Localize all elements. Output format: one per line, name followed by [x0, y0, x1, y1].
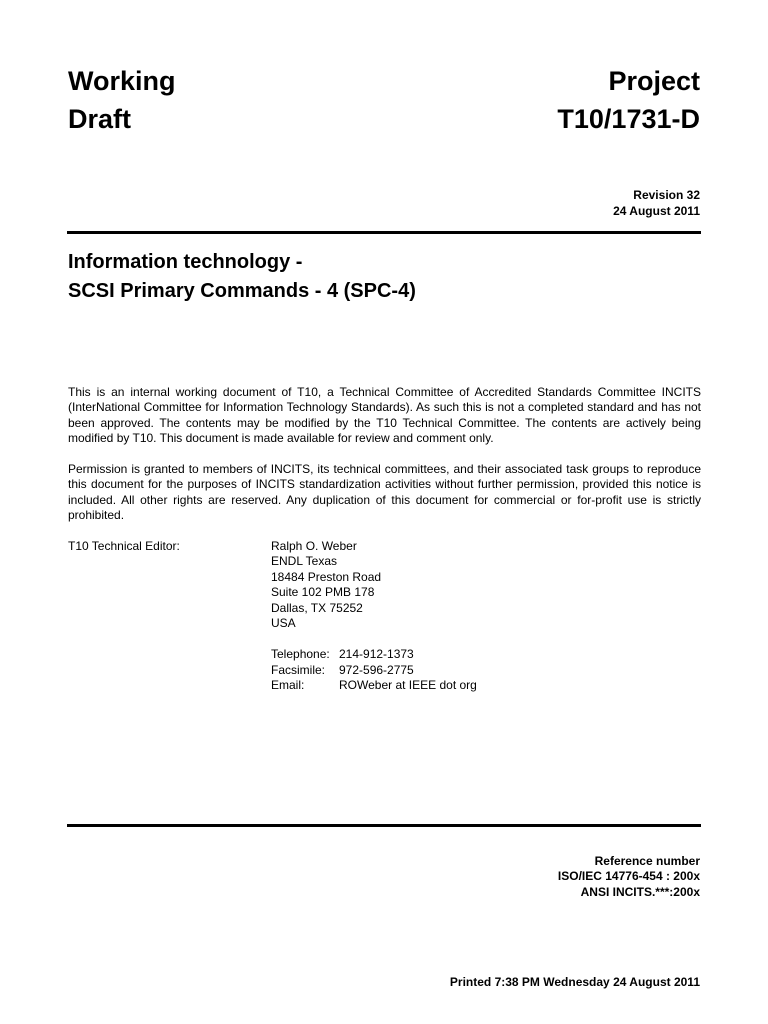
internal-notice-paragraph: This is an internal working document of T10, a Technical Committee of Accredited Standards Committee INCITS (InterNational Committee for Information Technology Standards). As such this is not a completed standard and has not been approved. The contents may be modified by the T10 Technical Committee. The contents are actively being modified by T10. This document is made available for review and comment only.	[68, 385, 701, 446]
document-title	[68, 248, 416, 306]
editor-company: ENDL Texas	[271, 554, 338, 569]
title-line-2: SCSI Primary Commands - 4 (SPC-4)	[68, 280, 416, 302]
facsimile-label: Facsimile:	[271, 662, 326, 677]
editor-country: USA	[271, 616, 296, 631]
editor-name: Ralph O. Weber	[271, 539, 357, 553]
email-row	[271, 678, 477, 694]
project-id	[557, 62, 700, 138]
editor-contact	[271, 647, 477, 694]
editor-street: 18484 Preston Road	[271, 569, 382, 584]
reference-block	[558, 854, 700, 900]
revision-date: 24 August 2011	[613, 204, 700, 218]
title-line-1: Information technology -	[68, 251, 303, 273]
project-number: T10/1731-D	[557, 104, 700, 134]
reference-iso: ISO/IEC 14776-454 : 200x	[557, 869, 700, 884]
top-divider	[67, 231, 701, 234]
facsimile-value: 972-596-2775	[339, 662, 414, 677]
editor-address	[271, 539, 381, 631]
telephone-value: 214-912-1373	[339, 647, 414, 661]
bottom-divider	[67, 824, 701, 827]
editor-suite: Suite 102 PMB 178	[271, 585, 375, 600]
editor-label: T10 Technical Editor:	[68, 539, 180, 553]
document-status	[68, 62, 176, 138]
telephone-row	[271, 647, 477, 663]
project-label: Project	[608, 66, 700, 96]
revision-number: Revision 32	[633, 188, 700, 202]
facsimile-row	[271, 663, 477, 679]
revision-block	[613, 187, 700, 219]
status-line-1: Working	[68, 66, 176, 96]
permission-notice-paragraph: Permission is granted to members of INCITS, its technical committees, and their associated task groups to reproduce this document for the purposes of INCITS standardization activities without further permission, provided this notice is included. All other rights are reserved. Any duplication of this document for commercial or for-profit use is strictly prohibited.	[68, 462, 701, 523]
reference-label: Reference number	[594, 854, 700, 868]
telephone-label: Telephone:	[271, 647, 330, 661]
printed-timestamp: Printed 7:38 PM Wednesday 24 August 2011	[449, 975, 700, 989]
reference-ansi: ANSI INCITS.***:200x	[580, 884, 700, 899]
editor-city: Dallas, TX 75252	[271, 600, 363, 615]
email-value: ROWeber at IEEE dot org	[339, 678, 477, 693]
email-label: Email:	[271, 678, 305, 693]
status-line-2: Draft	[68, 104, 132, 134]
